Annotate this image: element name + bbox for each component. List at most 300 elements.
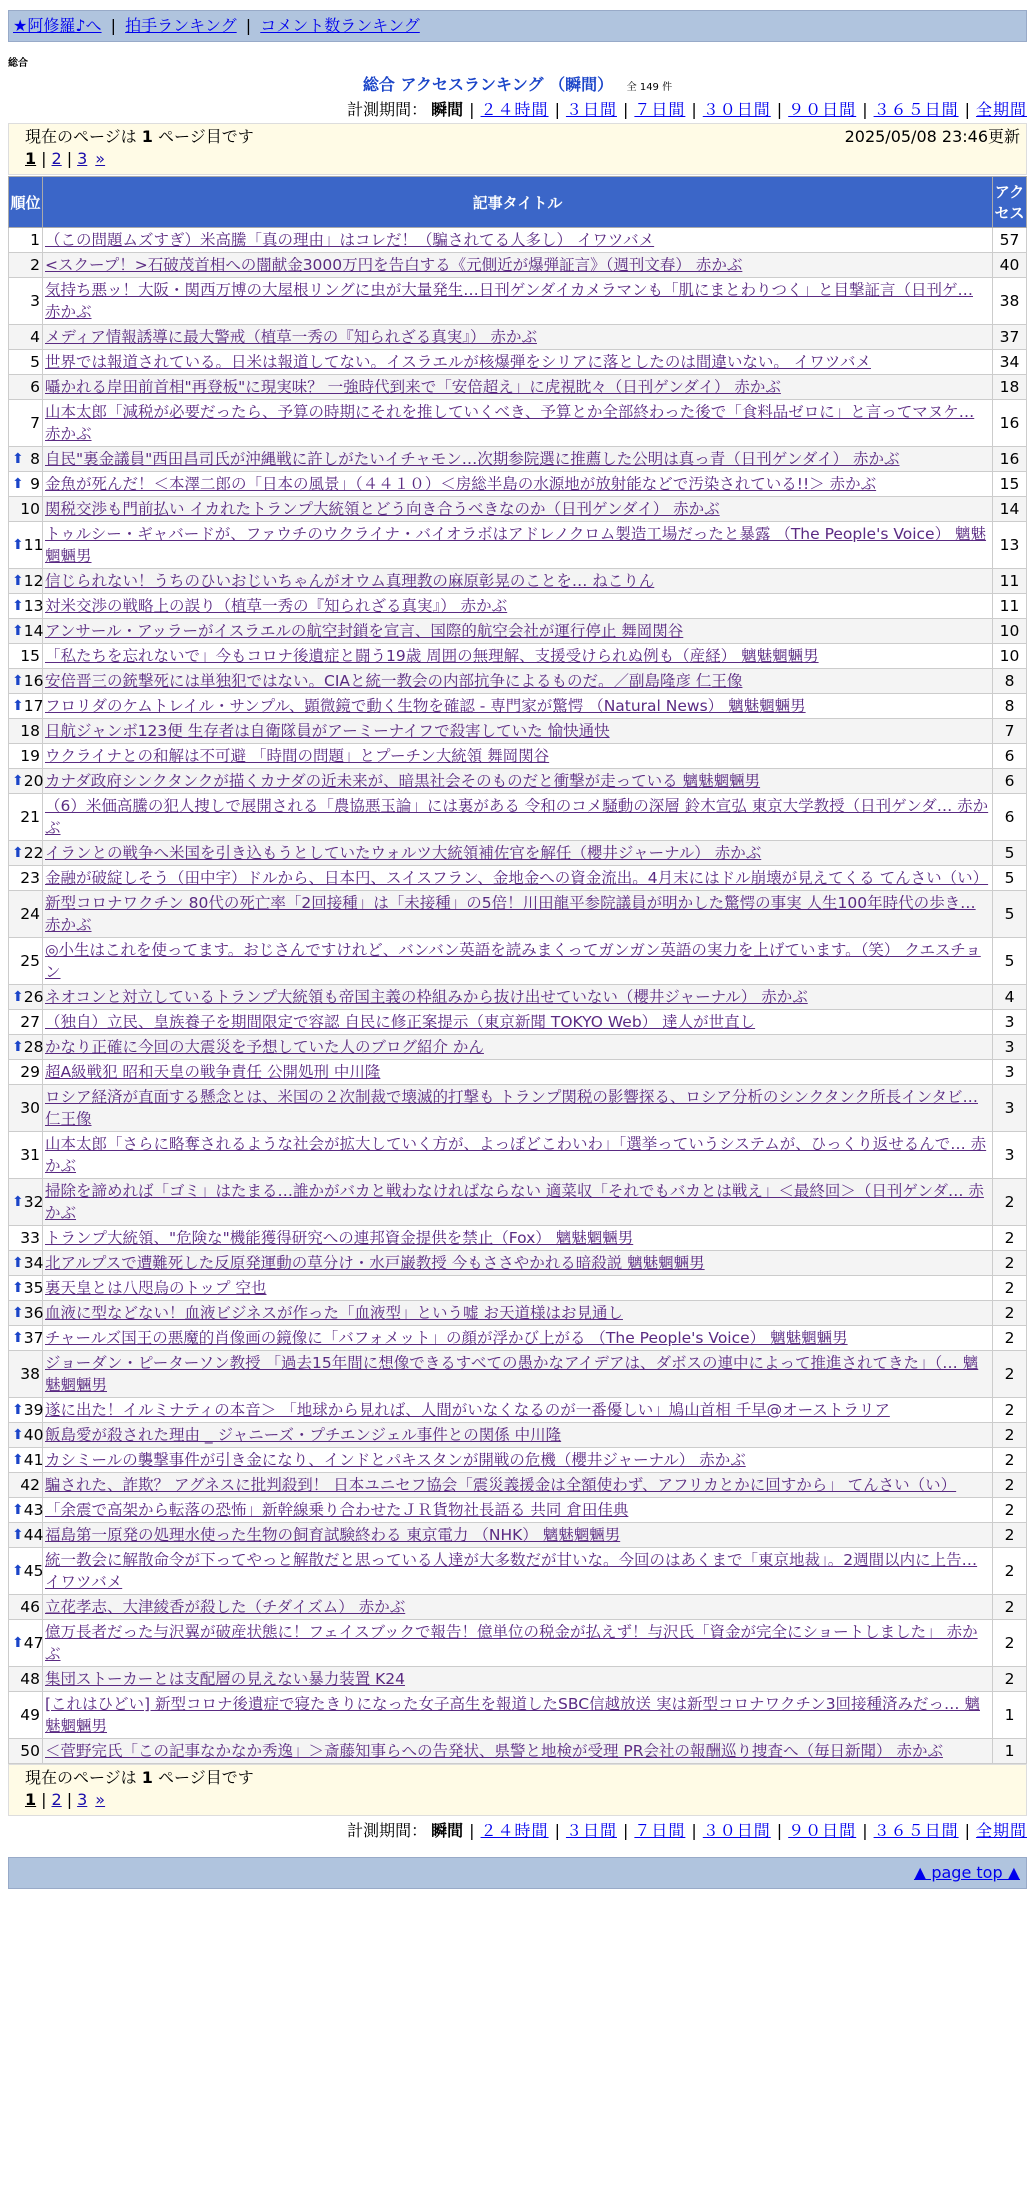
article-link[interactable]: アンサール・アッラーがイスラエルの航空封鎖を宣言、国際的航空会社が運行停止 舞岡関谷 xyxy=(45,622,684,640)
table-row xyxy=(9,278,1027,325)
comment-ranking-link[interactable]: コメント数ランキング xyxy=(260,16,420,35)
period-separator: | xyxy=(776,1821,783,1840)
article-link[interactable]: 囁かれる岸田前首相"再登板"に現実味？ 一強時代到来で「安倍超え」に虎視眈々（日刊ゲンダイ） 赤かぶ xyxy=(45,378,781,396)
title-cell xyxy=(43,841,993,866)
period-link[interactable]: ３日間 xyxy=(565,1821,617,1840)
access-cell: 8 xyxy=(993,694,1027,719)
title-cell xyxy=(43,497,993,522)
rank-number: 29 xyxy=(20,1063,40,1081)
pager-current: 1 xyxy=(25,149,37,168)
title-cell xyxy=(43,794,993,841)
article-link[interactable]: ◎小生はこれを使ってます。おじさんですけれど、バンバン英語を読みまくってガンガン英語の実力を上げています。（笑） クエスチョン xyxy=(45,941,981,981)
rank-cell xyxy=(9,1448,43,1473)
access-cell: 11 xyxy=(993,594,1027,619)
title-cell xyxy=(43,644,993,669)
access-cell: 16 xyxy=(993,447,1027,472)
access-cell: 2 xyxy=(993,1179,1027,1226)
article-link[interactable]: 山本太郎「減税が必要だったら、予算の時期にそれを推していくべき、予算とか全部終わった後で「食料品ゼロに」と言ってマヌケ… 赤かぶ xyxy=(45,403,975,443)
access-cell: 2 xyxy=(993,1398,1027,1423)
pager-link[interactable]: 2 xyxy=(51,149,62,168)
title-cell xyxy=(43,1448,993,1473)
title-cell xyxy=(43,447,993,472)
title-cell xyxy=(43,1473,993,1498)
rank-number: 39 xyxy=(23,1401,44,1419)
rank-cell xyxy=(9,694,43,719)
up-arrow-icon: ⬆ xyxy=(12,598,24,614)
pager-link[interactable]: 2 xyxy=(51,1790,62,1809)
article-link[interactable]: ロシア経済が直面する懸念とは、米国の２次制裁で壊滅的打撃も トランプ関税の影響探る、ロシア分析のシンクタンク所長インタビ… 仁王像 xyxy=(45,1088,978,1128)
period-link[interactable]: 全期間 xyxy=(975,1821,1027,1840)
rank-number: 12 xyxy=(23,572,44,590)
rank-cell xyxy=(9,938,43,985)
page-top-link[interactable]: ▲ page top ▲ xyxy=(913,1863,1020,1882)
article-link[interactable]: 自民"裏金議員"西田昌司氏が沖縄戦に許しがたいイチャモン…次期参院選に推薦した公明は真っ青（日刊ゲンダイ） 赤かぶ xyxy=(45,450,900,468)
rank-cell xyxy=(9,769,43,794)
up-arrow-icon: ⬆ xyxy=(12,1330,24,1346)
period-link[interactable]: ２４時間 xyxy=(480,100,549,119)
rank-cell xyxy=(9,841,43,866)
rank-cell xyxy=(9,891,43,938)
rank-number: 21 xyxy=(20,808,40,826)
table-row xyxy=(9,644,1027,669)
rank-number: 44 xyxy=(23,1526,44,1544)
access-cell: 37 xyxy=(993,325,1027,350)
title-cell xyxy=(43,1498,993,1523)
period-separator: | xyxy=(622,1821,629,1840)
up-arrow-icon: ⬆ xyxy=(12,698,24,714)
table-row xyxy=(9,1448,1027,1473)
rank-cell xyxy=(9,447,43,472)
rank-cell xyxy=(9,1595,43,1620)
period-link[interactable]: ３６５日間 xyxy=(873,1821,959,1840)
footer-bar xyxy=(8,1857,1027,1889)
rank-number: 15 xyxy=(20,647,40,665)
pagination-bottom xyxy=(25,1789,1012,1811)
access-cell: 1 xyxy=(993,1692,1027,1739)
title-cell xyxy=(43,619,993,644)
rank-number: 27 xyxy=(20,1013,40,1031)
access-cell: 10 xyxy=(993,644,1027,669)
article-link[interactable]: 遂に出た！イルミナティの本音＞ 「地球から見れば、人間がいなくなるのが一番優しい」鳩山首相 千早@オーストラリア xyxy=(45,1401,890,1419)
period-link[interactable]: ７日間 xyxy=(634,100,686,119)
rank-cell xyxy=(9,375,43,400)
article-link[interactable]: ネオコンと対立しているトランプ大統領も帝国主義の枠組みから抜け出せていない（櫻井ジャーナル） 赤かぶ xyxy=(45,988,808,1006)
ranking-rows xyxy=(9,228,1027,1764)
table-row xyxy=(9,1667,1027,1692)
pager-next[interactable]: » xyxy=(95,149,106,168)
title-cell xyxy=(43,278,993,325)
access-cell: 10 xyxy=(993,619,1027,644)
title-cell xyxy=(43,522,993,569)
article-link[interactable]: 新型コロナワクチン 80代の死亡率「2回接種」は「未接種」の5倍！川田龍平参院議員が明かした驚愕の事実 人生100年時代の歩き… 赤かぶ xyxy=(45,894,976,934)
table-row xyxy=(9,472,1027,497)
rank-cell xyxy=(9,1326,43,1351)
article-link[interactable]: カシミールの襲撃事件が引き金になり、インドとパキスタンが開戦の危機（櫻井ジャーナル） 赤かぶ xyxy=(45,1451,746,1469)
title-cell xyxy=(43,228,993,253)
pager-separator: | xyxy=(41,1790,47,1809)
access-cell: 5 xyxy=(993,938,1027,985)
article-link[interactable]: かなり正確に今回の大震災を予想していた人のブログ紹介 かん xyxy=(45,1038,484,1056)
access-cell: 14 xyxy=(993,497,1027,522)
rank-cell xyxy=(9,1620,43,1667)
rank-cell xyxy=(9,400,43,447)
up-arrow-icon: ⬆ xyxy=(12,1563,24,1579)
table-row xyxy=(9,400,1027,447)
page-info xyxy=(8,123,1027,175)
rank-number: 33 xyxy=(20,1229,40,1247)
table-row xyxy=(9,985,1027,1010)
rank-cell xyxy=(9,619,43,644)
rank-number: 22 xyxy=(23,844,44,862)
article-link[interactable]: 集団ストーカーとは支配層の見えない暴力装置 K24 xyxy=(45,1670,406,1688)
up-arrow-icon: ⬆ xyxy=(12,673,24,689)
period-selector xyxy=(8,100,1027,120)
period-selector-bottom xyxy=(8,1821,1027,1841)
article-link[interactable]: 対米交渉の戦略上の誤り（植草一秀の『知られざる真実』） 赤かぶ xyxy=(45,597,508,615)
page-info-pre: 現在のページは xyxy=(25,1768,137,1787)
table-row xyxy=(9,769,1027,794)
pager-separator: | xyxy=(66,149,73,168)
article-link[interactable]: 血液に型などない！血液ビジネスが作った「血液型」という嘘 お天道様はお見通し xyxy=(45,1304,623,1322)
up-arrow-icon: ⬆ xyxy=(12,1502,24,1518)
article-link[interactable]: [これはひどい] 新型コロナ後遺症で寝たきりになった女子高生を報道したSBC信越放送 実は新型コロナワクチン3回接種済みだっ… 魑魅魍魎男 xyxy=(45,1695,980,1735)
article-link[interactable]: ＜菅野完氏「この記事なかなか秀逸」＞斎藤知事らへの告発状、県警と地検が受理 PR会社の報酬巡り捜査へ（毎日新聞） 赤かぶ xyxy=(45,1742,943,1760)
title-cell xyxy=(43,1251,993,1276)
rank-cell xyxy=(9,1276,43,1301)
article-link[interactable]: 信じられない！うちのひいおじいちゃんがオウム真理教の麻原彰晃のことを… ねこりん xyxy=(45,572,655,590)
access-cell: 2 xyxy=(993,1620,1027,1667)
access-cell: 38 xyxy=(993,278,1027,325)
access-cell: 40 xyxy=(993,253,1027,278)
rank-cell xyxy=(9,985,43,1010)
table-row xyxy=(9,1473,1027,1498)
table-row xyxy=(9,375,1027,400)
rank-cell xyxy=(9,669,43,694)
table-row xyxy=(9,522,1027,569)
table-row xyxy=(9,1301,1027,1326)
page-info-number: 1 xyxy=(141,127,153,146)
access-cell: 2 xyxy=(993,1548,1027,1595)
period-separator: | xyxy=(554,100,560,119)
access-cell: 2 xyxy=(993,1326,1027,1351)
up-arrow-icon: ⬆ xyxy=(12,573,24,589)
access-cell: 6 xyxy=(993,744,1027,769)
table-row xyxy=(9,1085,1027,1132)
article-link[interactable]: 「余震で高架から転落の恐怖」新幹線乗り合わせたＪＲ貨物社長語る 共同 倉田佳典 xyxy=(45,1501,629,1519)
article-link[interactable]: メディア情報誘導に最大警戒（植草一秀の『知られざる真実』） 赤かぶ xyxy=(45,328,537,346)
rank-number: 13 xyxy=(23,597,44,615)
title-cell xyxy=(43,694,993,719)
period-separator: | xyxy=(691,1821,697,1840)
article-link[interactable]: 福島第一原発の処理水使った生物の飼育試験終わる 東京電力 （NHK） 魑魅魍魎男 xyxy=(45,1526,621,1544)
access-cell: 34 xyxy=(993,350,1027,375)
article-link[interactable]: トゥルシー・ギャバードが、ファウチのウクライナ・バイオラボはアドレノクロム製造工場だったと暴露 （The People's Voice） 魑魅魍魎男 xyxy=(45,525,987,565)
title-cell xyxy=(43,472,993,497)
rank-cell xyxy=(9,522,43,569)
title-cell xyxy=(43,1179,993,1226)
pager-link[interactable]: 3 xyxy=(77,149,88,168)
table-row xyxy=(9,1276,1027,1301)
period-link[interactable]: ３０日間 xyxy=(702,100,771,119)
rank-cell xyxy=(9,1692,43,1739)
title-cell xyxy=(43,1398,993,1423)
clap-ranking-link[interactable]: 拍手ランキング xyxy=(125,16,237,35)
title-cell xyxy=(43,719,993,744)
access-cell: 1 xyxy=(993,1739,1027,1764)
period-label: 計測期間： xyxy=(347,100,428,119)
article-link[interactable]: 億万長者だった与沢翼が破産状態に！フェイスブックで報告！億単位の税金が払えず！与沢氏「資金が完全にショートしました」 赤かぶ xyxy=(45,1623,978,1663)
period-link[interactable]: ７日間 xyxy=(634,1821,686,1840)
rank-cell xyxy=(9,253,43,278)
rank-cell xyxy=(9,497,43,522)
article-link[interactable]: 裏天皇とは八咫烏のトップ 空也 xyxy=(45,1279,267,1297)
access-cell: 2 xyxy=(993,1448,1027,1473)
title-cell xyxy=(43,1301,993,1326)
rank-cell xyxy=(9,1226,43,1251)
access-cell: 3 xyxy=(993,1060,1027,1085)
period-link[interactable]: 全期間 xyxy=(975,100,1027,119)
rank-cell xyxy=(9,719,43,744)
article-link[interactable]: ジョーダン・ピーターソン教授 「過去15年間に想像できるすべての愚かなアイデアは、ダボスの連中によって推進されてきた」（… 魑魅魍魎男 xyxy=(45,1354,979,1394)
rank-number: 18 xyxy=(20,722,40,740)
article-link[interactable]: カナダ政府シンクタンクが描くカナダの近未来が、暗黒社会そのものだと衝撃が走っている 魑魅魍魎男 xyxy=(45,772,761,790)
rank-number: 16 xyxy=(23,672,44,690)
title-cell xyxy=(43,1226,993,1251)
table-row xyxy=(9,1548,1027,1595)
article-link[interactable]: 「私たちを忘れないで」今もコロナ後遺症と闘う19歳 周囲の無理解、支援受けられぬ例も（産経） 魑魅魍魎男 xyxy=(45,647,819,665)
home-link[interactable]: ★阿修羅♪へ xyxy=(13,16,102,35)
rank-number: 46 xyxy=(20,1598,40,1616)
article-link[interactable]: 金融が破綻しそう（田中宇）ドルから、日本円、スイスフラン、金地金への資金流出。4月末にはドル崩壊が見えてくる てんさい（い） xyxy=(45,869,989,887)
article-link[interactable]: 金魚が死んだ！＜本澤二郎の「日本の風景」（４４１０）＜房総半島の水源地が放射能などで汚染されている!!＞ 赤かぶ xyxy=(45,475,877,493)
title-cell xyxy=(43,1132,993,1179)
access-cell: 4 xyxy=(993,985,1027,1010)
table-row xyxy=(9,1351,1027,1398)
article-link[interactable]: （この問題ムズすぎ）米高騰「真の理由」はコレだ！（騙されてる人多し） イワツバメ xyxy=(45,231,655,249)
rank-cell xyxy=(9,228,43,253)
access-cell: 2 xyxy=(993,1276,1027,1301)
rank-number: 3 xyxy=(30,292,40,310)
article-link[interactable]: 統一教会に解散命令が下ってやっと解散だと思っている人達が大多数だが甘いな。今回のはあくまで「東京地裁」。2週間以内に上告… イワツバメ xyxy=(45,1551,978,1591)
access-cell: 3 xyxy=(993,1035,1027,1060)
title-cell xyxy=(43,1620,993,1667)
rank-number: 47 xyxy=(23,1634,44,1652)
pager-next[interactable]: » xyxy=(95,1790,106,1809)
access-cell: 2 xyxy=(993,1251,1027,1276)
article-link[interactable]: 掃除を諦めれば「ゴミ」はたまる…誰かがバカと戦わなければならない 適菜収「それでもバカとは戦え」＜最終回＞（日刊ゲンダ… 赤かぶ xyxy=(45,1182,984,1222)
rank-number: 35 xyxy=(23,1279,44,1297)
period-link[interactable]: ２４時間 xyxy=(480,1821,549,1840)
period-separator: | xyxy=(691,100,697,119)
period-link[interactable]: ９０日間 xyxy=(788,1821,857,1840)
rank-cell xyxy=(9,1739,43,1764)
rank-number: 42 xyxy=(20,1476,40,1494)
article-link[interactable]: （6）米価高騰の犯人捜しで展開される「農協悪玉論」には裏がある 令和のコメ騒動の深層 鈴木宣弘 東京大学教授（日刊ゲンダ… 赤かぶ xyxy=(45,797,989,837)
page-title xyxy=(8,72,1027,95)
rank-cell xyxy=(9,1667,43,1692)
update-datetime: 2025/05/08 23:46更新 xyxy=(844,127,1020,146)
title-cell xyxy=(43,569,993,594)
category-label: 総合 xyxy=(8,58,28,69)
title-cell xyxy=(43,1326,993,1351)
title-cell xyxy=(43,1739,993,1764)
title-cell xyxy=(43,400,993,447)
total-count: 全 149 件 xyxy=(626,82,673,93)
up-arrow-icon: ⬆ xyxy=(12,1635,24,1651)
table-row xyxy=(9,1251,1027,1276)
header-rank: 順位 xyxy=(9,177,43,228)
title-cell xyxy=(43,769,993,794)
period-separator: | xyxy=(862,100,868,119)
title-cell xyxy=(43,1276,993,1301)
article-link[interactable]: トランプ大統領、"危険な"機能獲得研究への連邦資金提供を禁止（Fox） 魑魅魍魎男 xyxy=(45,1229,634,1247)
access-cell: 16 xyxy=(993,400,1027,447)
period-current: 瞬間 xyxy=(431,1821,464,1840)
rank-cell xyxy=(9,569,43,594)
up-arrow-icon: ⬆ xyxy=(12,1402,24,1418)
period-separator: | xyxy=(469,100,475,119)
article-link[interactable]: <スクープ！>石破茂首相への闇献金3000万円を告白する《元側近が爆弾証言》（週刊文春） 赤かぶ xyxy=(45,256,743,274)
nav-separator: | xyxy=(245,16,252,35)
table-row xyxy=(9,1739,1027,1764)
period-separator: | xyxy=(469,1821,475,1840)
page-info-number: 1 xyxy=(141,1768,153,1787)
period-link[interactable]: ３６５日間 xyxy=(873,100,959,119)
title-cell xyxy=(43,1035,993,1060)
title-cell xyxy=(43,985,993,1010)
pagination xyxy=(25,148,1012,170)
access-cell: 6 xyxy=(993,769,1027,794)
rank-cell xyxy=(9,1523,43,1548)
access-cell: 5 xyxy=(993,866,1027,891)
article-link[interactable]: 飯島愛が殺された理由 _ ジャニーズ・プチエンジェル事件との関係 中川隆 xyxy=(45,1426,562,1444)
access-cell: 3 xyxy=(993,1010,1027,1035)
pager-link[interactable]: 3 xyxy=(77,1790,88,1809)
title-cell xyxy=(43,1085,993,1132)
rank-cell xyxy=(9,794,43,841)
rank-cell xyxy=(9,1085,43,1132)
rank-number: 32 xyxy=(23,1193,44,1211)
table-row xyxy=(9,1010,1027,1035)
nav-separator: | xyxy=(110,16,117,35)
table-row xyxy=(9,1620,1027,1667)
rank-number: 9 xyxy=(30,475,40,493)
article-link[interactable]: 騙された、詐欺？ アグネスに批判殺到！ 日本ユニセフ協会「震災義援金は全額使わず、アフリカとかに回すから」 てんさい（い） xyxy=(45,1476,957,1494)
up-arrow-icon: ⬆ xyxy=(12,773,24,789)
rank-cell xyxy=(9,1060,43,1085)
title-cell xyxy=(43,669,993,694)
article-link[interactable]: チャールズ国王の悪魔的肖像画の鏡像に「バフォメット」の顔が浮かび上がる （The People's Voice） 魑魅魍魎男 xyxy=(45,1329,848,1347)
table-row xyxy=(9,228,1027,253)
rank-cell xyxy=(9,1351,43,1398)
table-row xyxy=(9,719,1027,744)
table-row xyxy=(9,447,1027,472)
access-cell: 6 xyxy=(993,794,1027,841)
title-cell xyxy=(43,253,993,278)
period-link[interactable]: ３０日間 xyxy=(702,1821,771,1840)
access-cell: 2 xyxy=(993,1423,1027,1448)
up-arrow-icon: ⬆ xyxy=(12,1255,24,1271)
article-link[interactable]: ウクライナとの和解は不可避 「時間の問題」とプーチン大統領 舞岡関谷 xyxy=(45,747,550,765)
title-cell xyxy=(43,891,993,938)
article-link[interactable]: 北アルプスで遭難死した反原発運動の草分け・水戸巌教授 今もささやかれる暗殺説 魑魅魍魎男 xyxy=(45,1254,705,1272)
page-info-pre: 現在のページは xyxy=(25,127,137,146)
table-row xyxy=(9,350,1027,375)
table-row xyxy=(9,497,1027,522)
period-link[interactable]: ３日間 xyxy=(565,100,617,119)
rank-number: 30 xyxy=(20,1099,40,1117)
title-cell xyxy=(43,350,993,375)
table-row xyxy=(9,1326,1027,1351)
rank-cell xyxy=(9,1398,43,1423)
rank-number: 19 xyxy=(20,747,40,765)
up-arrow-icon: ⬆ xyxy=(12,623,24,639)
rank-cell xyxy=(9,350,43,375)
table-row xyxy=(9,866,1027,891)
article-link[interactable]: イランとの戦争へ米国を引き込もうとしていたウォルツ大統領補佐官を解任（櫻井ジャーナル） 赤かぶ xyxy=(45,844,762,862)
rank-cell xyxy=(9,1132,43,1179)
pager-separator: | xyxy=(41,149,47,168)
period-link[interactable]: ９０日間 xyxy=(788,100,857,119)
rank-cell xyxy=(9,1035,43,1060)
up-arrow-icon: ⬆ xyxy=(12,1280,24,1296)
rank-number: 17 xyxy=(23,697,44,715)
top-navigation xyxy=(8,10,1027,42)
up-arrow-icon: ⬆ xyxy=(12,476,24,492)
up-arrow-icon: ⬆ xyxy=(12,451,24,467)
up-arrow-icon: ⬆ xyxy=(12,989,24,1005)
rank-number: 20 xyxy=(23,772,44,790)
table-row xyxy=(9,1523,1027,1548)
header-access: アクセス xyxy=(993,177,1027,228)
rank-number: 5 xyxy=(30,353,40,371)
article-link[interactable]: 気持ち悪ッ！大阪・関西万博の大屋根リングに虫が大量発生…日刊ゲンダイカメラマンも「肌にまとわりつく」と目撃証言（日刊ゲ… 赤かぶ xyxy=(45,281,973,321)
access-cell: 2 xyxy=(993,1498,1027,1523)
access-cell: 2 xyxy=(993,1301,1027,1326)
article-link[interactable]: フロリダのケムトレイル・サンプル、顕微鏡で動く生物を確認 - 専門家が驚愕 （Natural News） 魑魅魍魎男 xyxy=(45,697,806,715)
title-cell xyxy=(43,1423,993,1448)
rank-number: 24 xyxy=(20,905,40,923)
article-link[interactable]: 安倍晋三の銃撃死には単独犯ではない。CIAと統一教会の内部抗争によるものだ。／副島隆彦 仁王像 xyxy=(45,672,743,690)
article-link[interactable]: 世界では報道されている。日米は報道してない。イスラエルが核爆弾をシリアに落としたのは間違いない。 イワツバメ xyxy=(45,353,871,371)
access-cell: 2 xyxy=(993,1667,1027,1692)
ranking-title: 総合 アクセスランキング （瞬間） xyxy=(362,75,614,94)
period-label: 計測期間： xyxy=(347,1821,428,1840)
article-link[interactable]: 超A級戦犯 昭和天皇の戦争責任 公開処刑 中川隆 xyxy=(45,1063,381,1081)
access-cell: 2 xyxy=(993,1523,1027,1548)
table-row xyxy=(9,1692,1027,1739)
article-link[interactable]: 立花孝志、大津綾香が殺した（チダイズム） 赤かぶ xyxy=(45,1598,406,1616)
table-row xyxy=(9,1226,1027,1251)
rank-cell xyxy=(9,866,43,891)
article-link[interactable]: 山本太郎「さらに略奪されるような社会が拡大していく方が、よっぽどこわいわ」「選挙っていうシステムが、ひっくり返せるんで… 赤かぶ xyxy=(45,1135,987,1175)
access-cell: 2 xyxy=(993,1351,1027,1398)
up-arrow-icon: ⬆ xyxy=(12,1039,24,1055)
rank-cell xyxy=(9,1498,43,1523)
access-cell: 2 xyxy=(993,1595,1027,1620)
up-arrow-icon: ⬆ xyxy=(12,1452,24,1468)
title-cell xyxy=(43,1010,993,1035)
rank-cell xyxy=(9,472,43,497)
rank-number: 34 xyxy=(23,1254,44,1272)
table-row xyxy=(9,1498,1027,1523)
rank-cell xyxy=(9,1423,43,1448)
article-link[interactable]: （独自）立民、皇族養子を期間限定で容認 自民に修正案提示（東京新聞 TOKYO Web） 達人が世直し xyxy=(45,1013,756,1031)
rank-number: 40 xyxy=(23,1426,44,1444)
article-link[interactable]: 日航ジャンボ123便 生存者は自衛隊員がアーミーナイフで殺害していた 愉快通快 xyxy=(45,722,610,740)
article-link[interactable]: 関税交渉も門前払い イカれたトランプ大統領とどう向き合うべきなのか（日刊ゲンダイ） 赤かぶ xyxy=(45,500,720,518)
rank-number: 14 xyxy=(23,622,44,640)
